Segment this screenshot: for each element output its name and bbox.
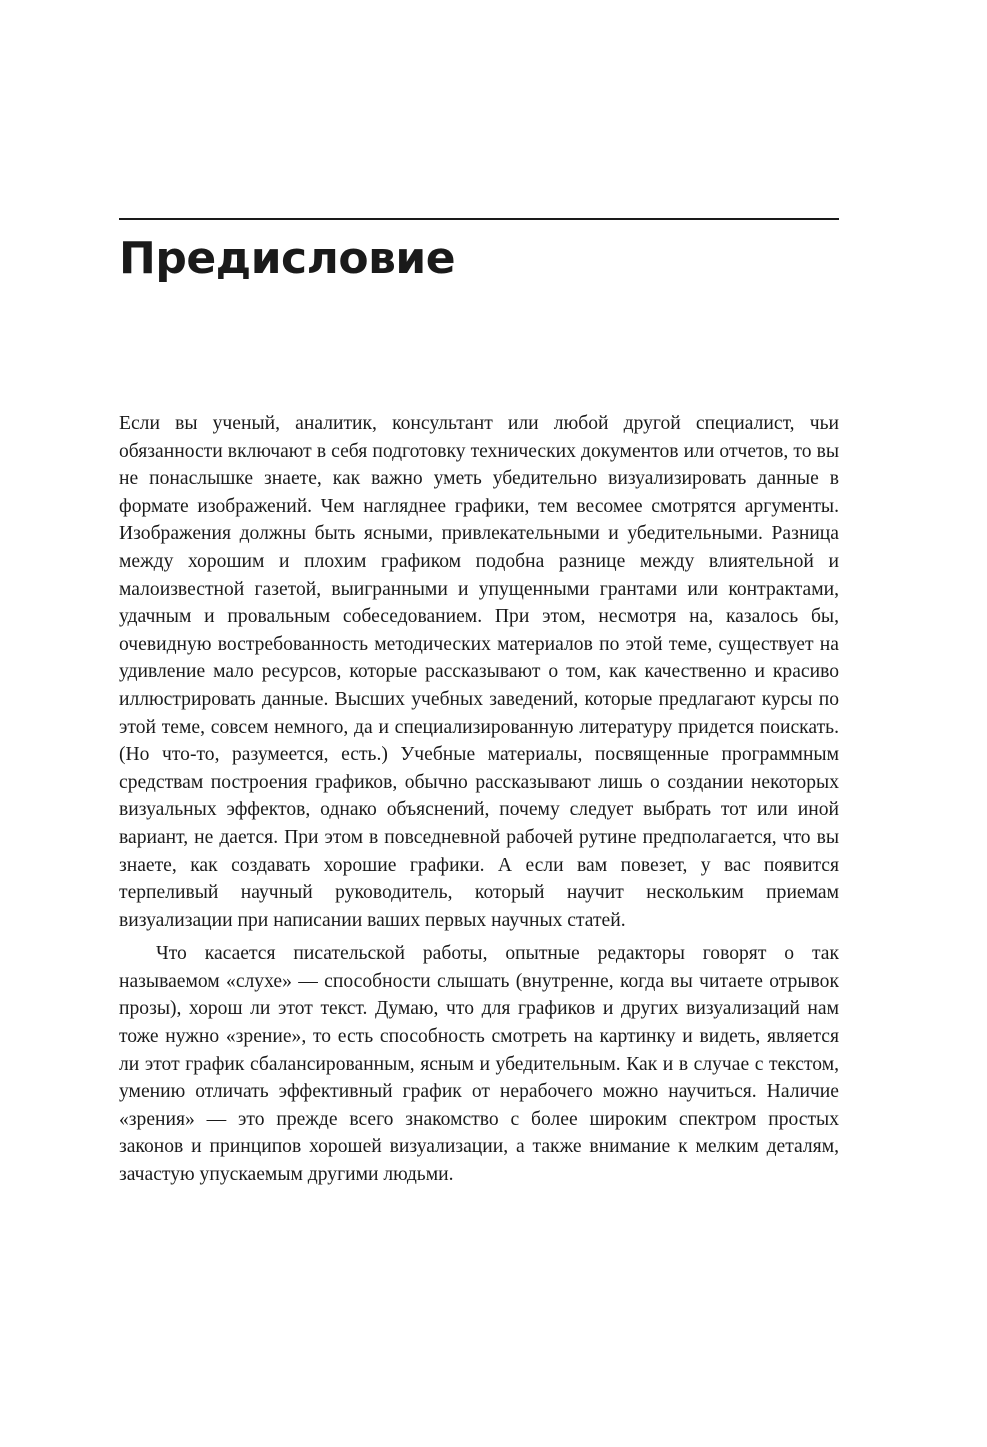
chapter-title-rule <box>119 218 839 220</box>
paragraph-2: Что касается писательской работы, опытные редакторы говорят о так называемом «слухе» — способности слышать (внутренне, когда вы читаете отрывок прозы), хорош ли этот текст. Думаю, что для графиков и других визуализаций нам тоже нужно «зрение», то есть способность смотреть на картинку и видеть, является ли этот график сбалансированным, ясным и убедительным. Как и в случае с текстом, умению отличать эффективный график от нерабочего можно научиться. Наличие «зрения» — это прежде всего знакомство с более широким спектром простых законов и принципов хорошей визуализации, а также внимание к мелким деталям, зачастую упускаемым другими людьми. <box>119 943 839 1186</box>
paragraph-1: Если вы ученый, аналитик, консультант или любой другой специалист, чьи обязанности включают в себя подготовку технических документов или отчетов, то вы не понаслышке знаете, как важно уметь убедительно визуализировать данные в формате изображений. Чем нагляднее графики, тем весомее смотрятся аргументы. Изображения должны быть ясными, привлекательными и убедительными. Разница между хорошим и плохим графиком подобна разнице между влиятельной и малоизвестной газетой, выигранными и упущенными грантами или контрактами, удачным и провальным собеседованием. При этом, несмотря на, казалось бы, очевидную востребованность методических материалов по этой теме, существует на удивление мало ресурсов, которые рассказывают о том, как качественно и красиво иллюстрировать данные. Высших учебных заведений, которые предлагают курсы по этой теме, совсем немного, да и специализированную литературу придется поискать. (Но что-то, разумеется, есть.) Учебные материалы, посвященные программным средствам построения графиков, обычно рассказывают лишь о создании некоторых визуальных эффектов, однако объяснений, почему следует выбрать тот или иной вариант, не дается. При этом в повседневной рабочей рутине предполагается, что вы знаете, как создавать хорошие графики. А если вам повезет, у вас появится терпеливый научный руководитель, который научит нескольким приемам визуализации при написании ваших первых научных статей. <box>119 413 839 931</box>
body-text <box>119 410 839 1189</box>
chapter-title: Предисловие <box>119 233 456 284</box>
